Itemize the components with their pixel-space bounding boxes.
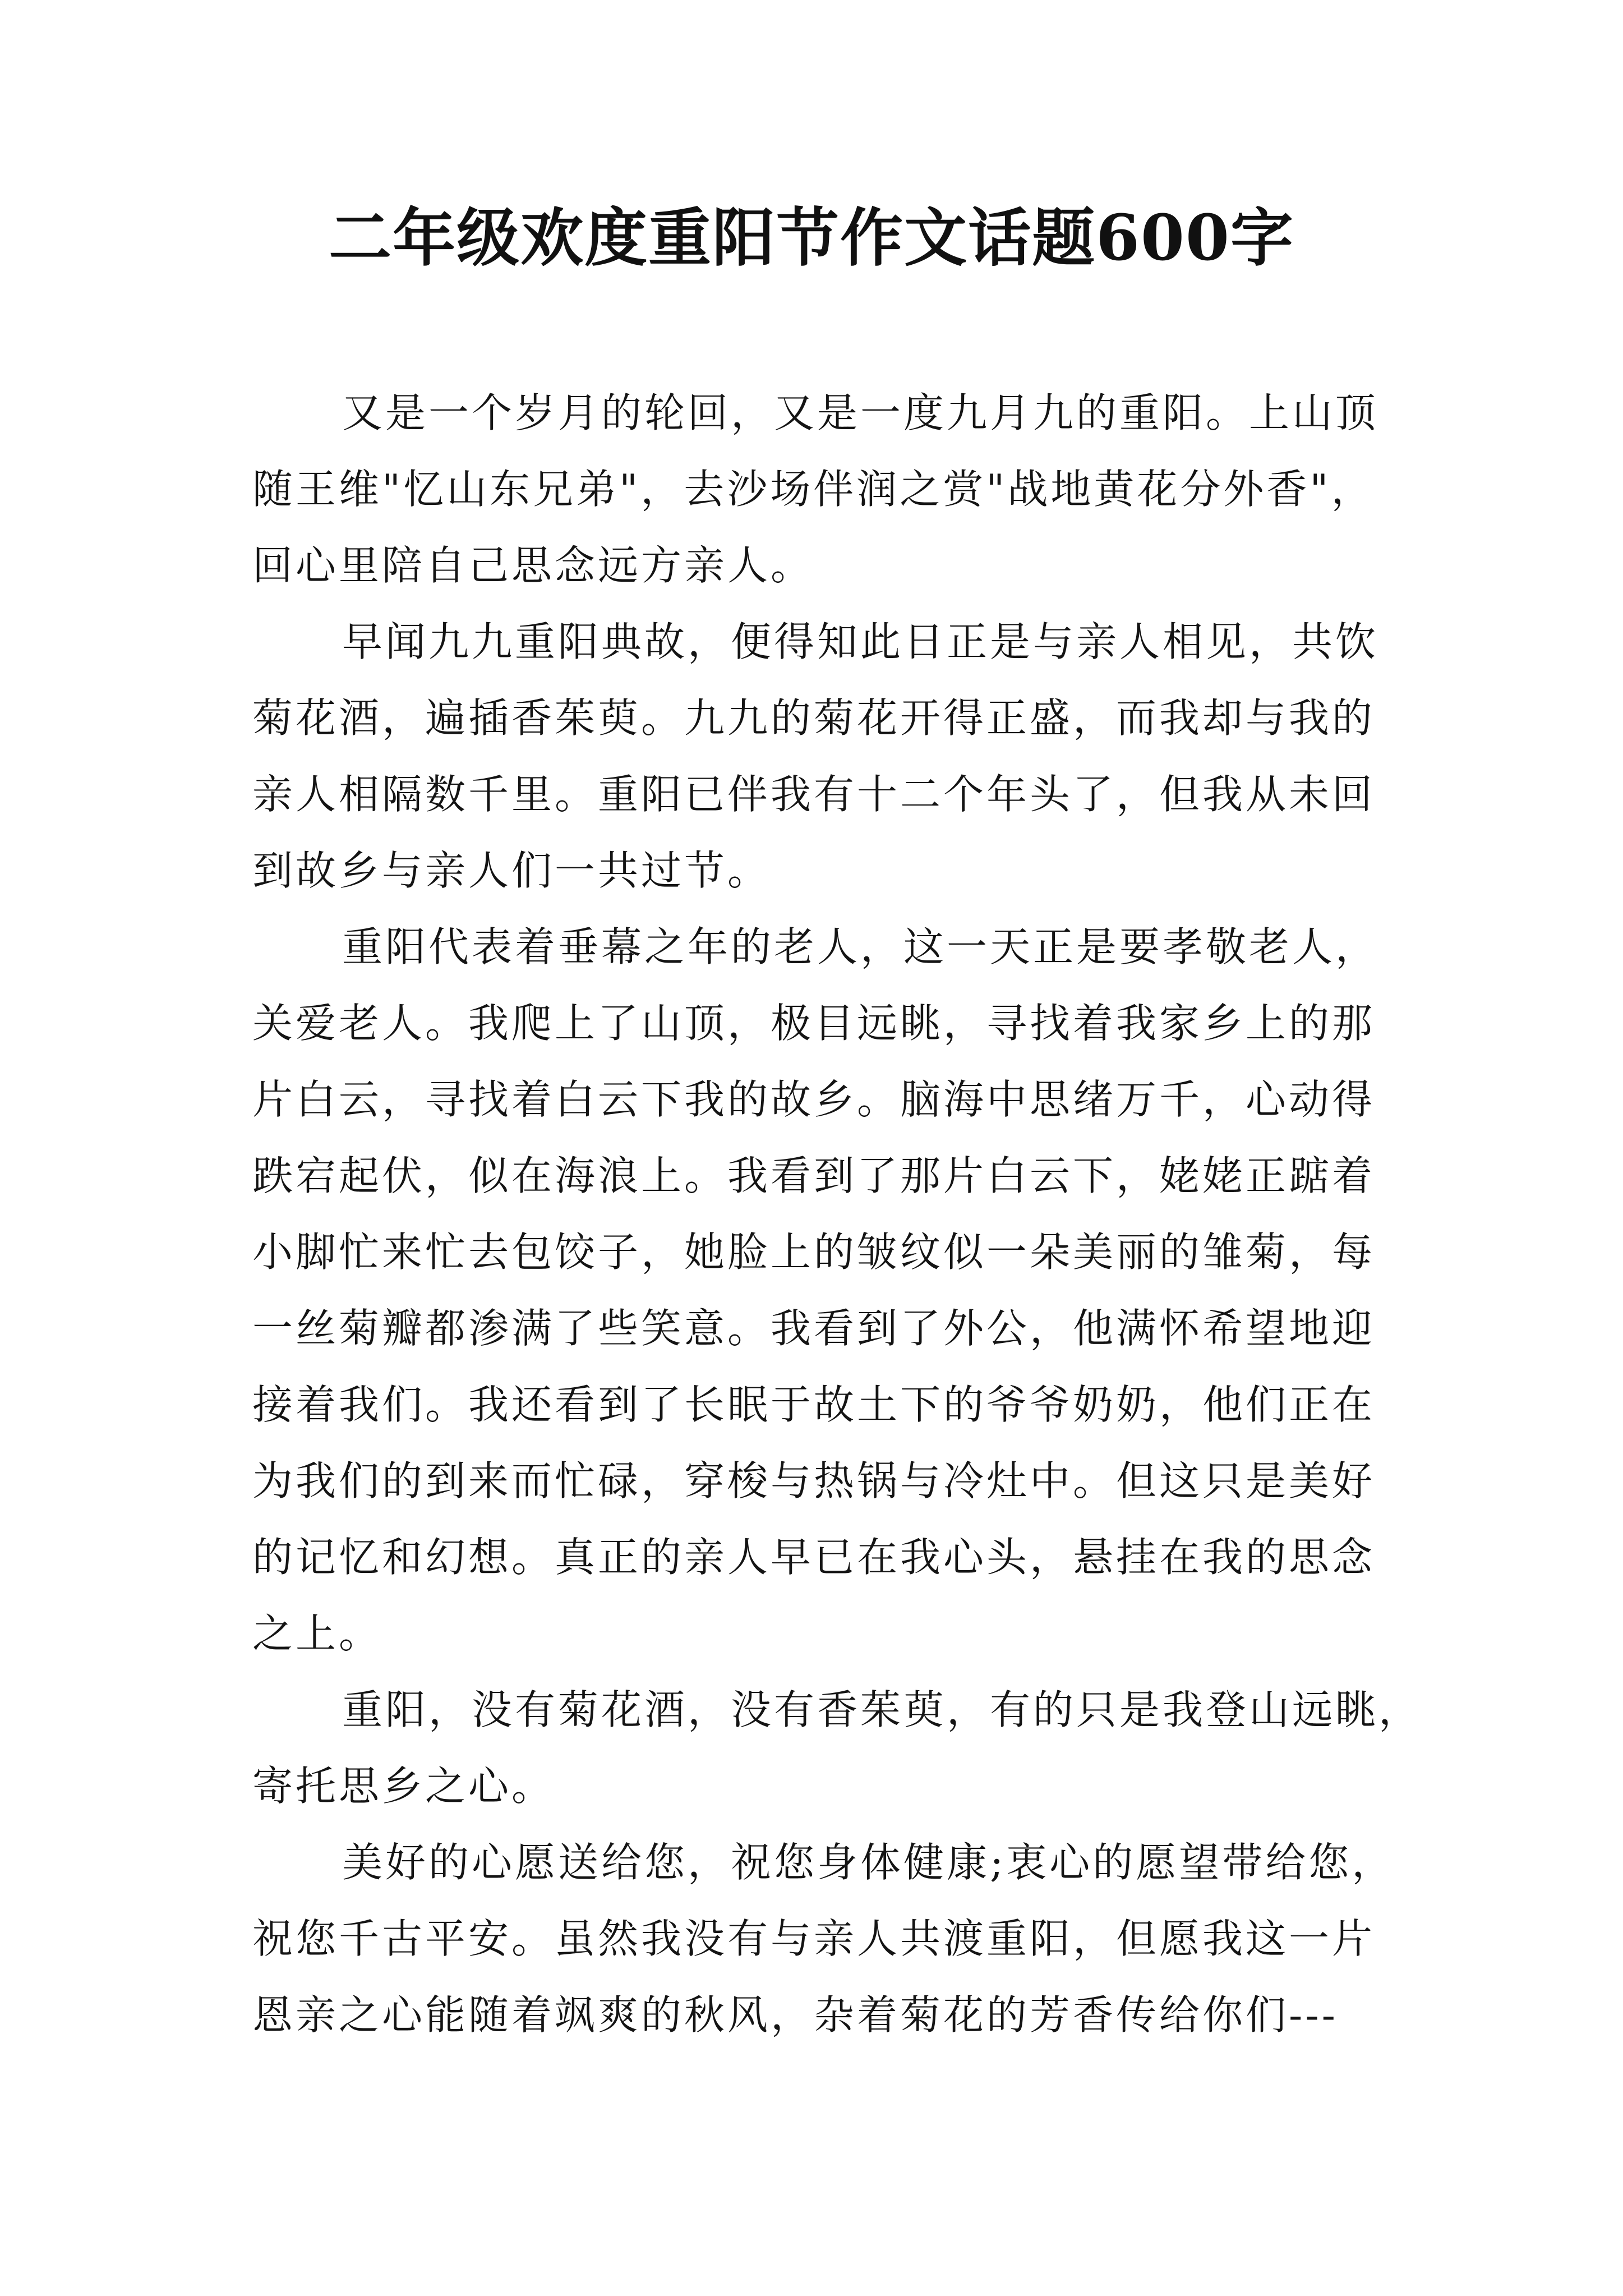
paragraph-1 (252, 375, 1391, 604)
text-line: 小脚忙来忙去包饺子，她脸上的皱纹似一朵美丽的雏菊，每 (252, 1228, 1376, 1276)
text-line: 回心里陪自己思念远方亲人。 (252, 542, 814, 589)
paragraph-5 (252, 1824, 1395, 2053)
text-line: 亲人相隔数千里。重阳已伴我有十二个年头了，但我从未回 (252, 771, 1376, 818)
text-line: 恩亲之心能随着飒爽的秋风，杂着菊花的芳香传给你们--- (252, 1991, 1338, 2039)
text-line: 到故乡与亲人们一共过节。 (252, 847, 771, 894)
text-line: 早闻九九重阳典故，便得知此日正是与亲人相见，共饮 (342, 618, 1379, 665)
essay-body (252, 375, 1422, 2053)
paragraph-2 (252, 604, 1391, 909)
text-line: 重阳代表着垂幕之年的老人，这一天正是要孝敬老人， (342, 923, 1379, 970)
text-line: 的记忆和幻想。真正的亲人早已在我心头，悬挂在我的思念 (252, 1534, 1376, 1581)
text-line: 片白云，寻找着白云下我的故乡。脑海中思绪万千，心动得 (252, 1076, 1376, 1123)
text-line: 随王维"忆山东兄弟"，去沙场伴润之赏"战地黄花分外香"， (252, 466, 1375, 513)
text-line: 又是一个岁月的轮回，又是一度九月九的重阳。上山顶 (342, 389, 1379, 436)
text-line: 菊花酒，遍插香茱萸。九九的菊花开得正盛，而我却与我的 (252, 694, 1376, 742)
paragraph-4 (252, 1672, 1422, 1824)
text-line: 一丝菊瓣都渗满了些笑意。我看到了外公，他满怀希望地迎 (252, 1305, 1376, 1352)
text-line: 关爱老人。我爬上了山顶，极目远眺，寻找着我家乡上的那 (252, 1000, 1376, 1047)
text-line: 之上。 (252, 1610, 382, 1657)
text-line: 寄托思乡之心。 (252, 1763, 555, 1810)
text-line: 美好的心愿送给您，祝您身体健康;衷心的愿望带给您， (342, 1839, 1395, 1886)
text-line: 重阳，没有菊花酒，没有香茱萸，有的只是我登山远眺， (342, 1686, 1422, 1733)
text-line: 接着我们。我还看到了长眠于故土下的爷爷奶奶，他们正在 (252, 1381, 1376, 1428)
text-line: 为我们的到来而忙碌，穿梭与热锅与冷灶中。但这只是美好 (252, 1457, 1376, 1504)
text-line: 祝您千古平安。虽然我没有与亲人共渡重阳，但愿我这一片 (252, 1915, 1376, 1962)
text-line: 跌宕起伏，似在海浪上。我看到了那片白云下，姥姥正踮着 (252, 1152, 1376, 1199)
paragraph-3 (252, 909, 1391, 1672)
document-title: 二年级欢度重阳节作文话题600字 (329, 201, 1294, 275)
